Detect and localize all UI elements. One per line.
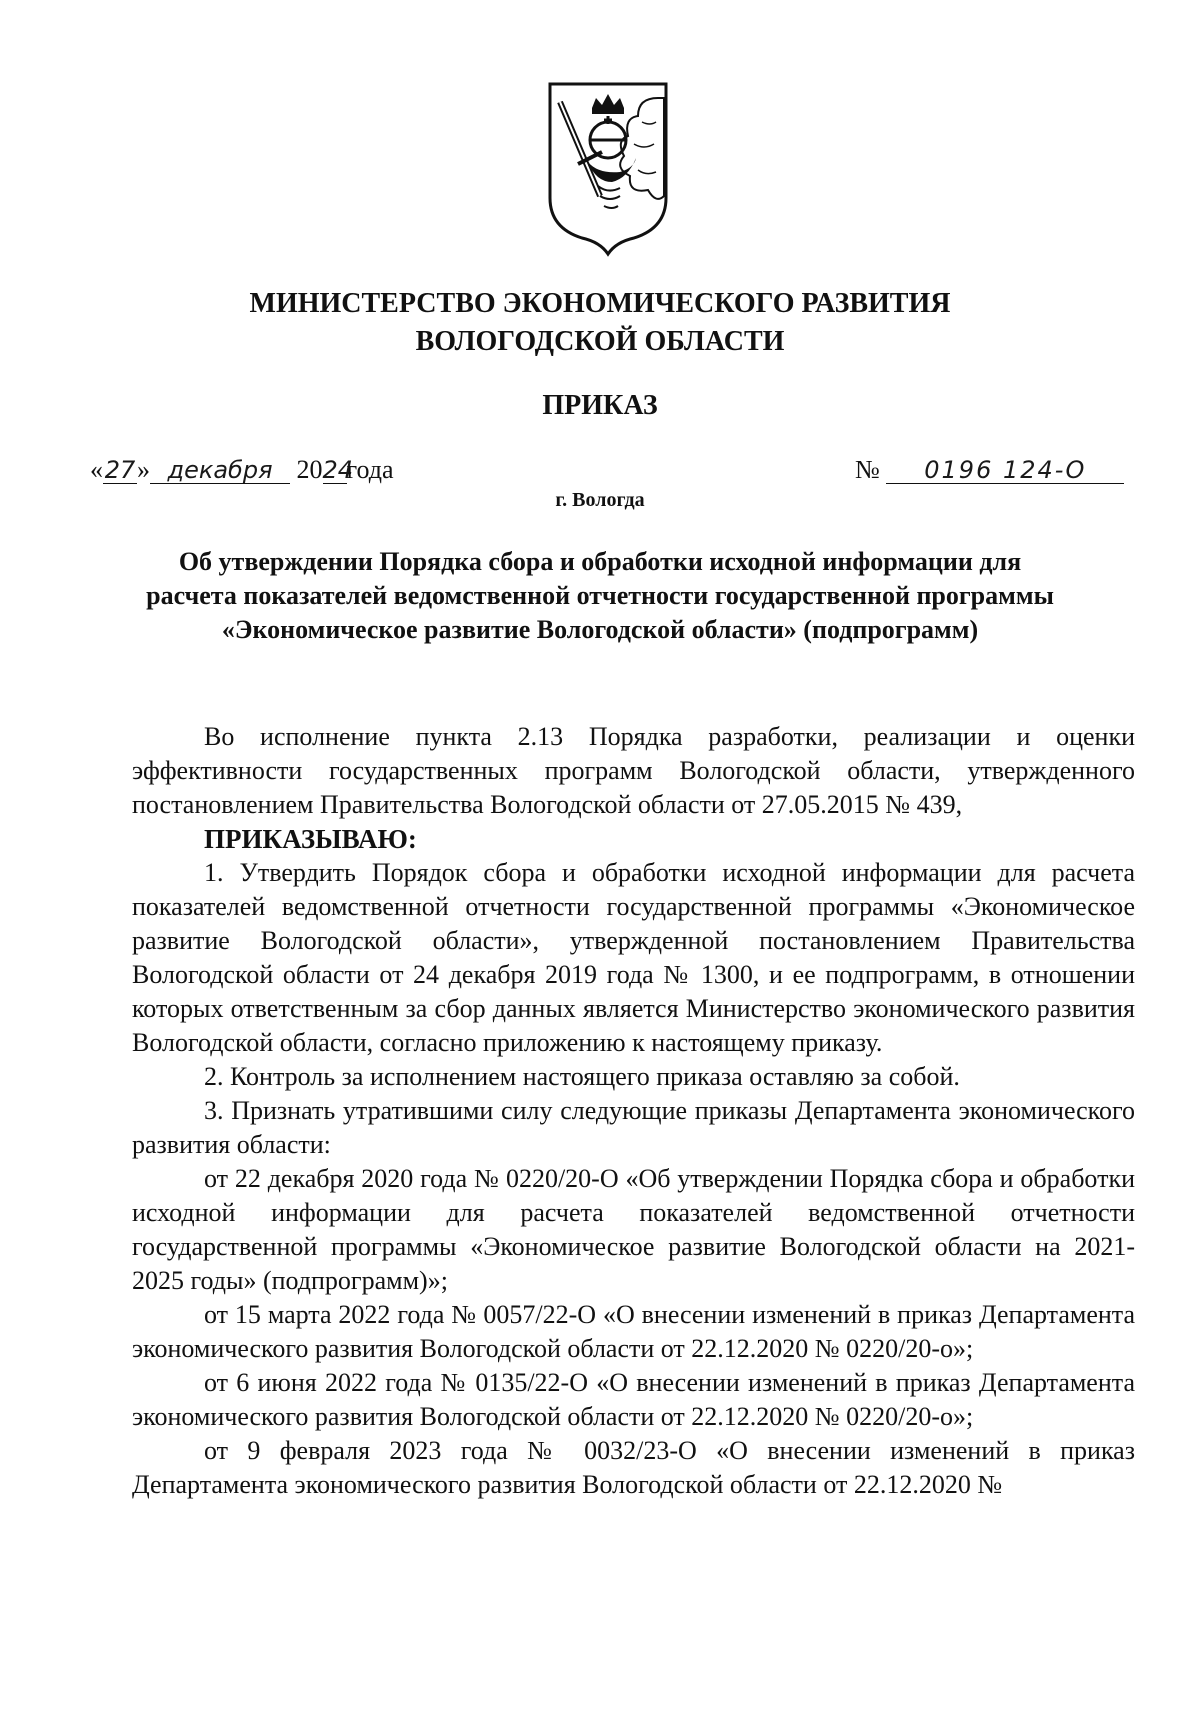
subject-line-2: расчета показателей ведомственной отчетности государственной программы — [146, 581, 1054, 610]
date-close-quote: » — [137, 455, 150, 484]
repealed-order-4: от 9 февраля 2023 года № 0032/23-О «О внесении изменений в приказ Департамента экономического развития Вологодской области от 22.12.2020 № — [132, 1436, 1135, 1499]
repealed-order-2: от 15 марта 2022 года № 0057/22-О «О внесении изменений в приказ Департамента экономического развития Вологодской области от 22.12.2020 № 0220/20-о»; — [132, 1300, 1135, 1363]
item-3-paragraph: 3. Признать утратившими силу следующие приказы Департамента экономического развития области: — [132, 1096, 1135, 1159]
item-2-paragraph: 2. Контроль за исполнением настоящего приказа оставляю за собой. — [204, 1062, 960, 1091]
date-open-quote: « — [90, 455, 103, 484]
coat-of-arms-emblem — [538, 78, 678, 258]
ministry-name — [0, 285, 1200, 361]
date-month: декабря — [150, 457, 290, 484]
order-body — [132, 720, 1135, 1502]
city-name: г. Вологда — [555, 489, 645, 511]
date-year-word: года — [346, 455, 394, 484]
subject-line-3: «Экономическое развитие Вологодской области» (подпрограмм) — [221, 615, 979, 644]
subject-line-1: Об утверждении Порядка сбора и обработки исходной информации для — [178, 547, 1022, 576]
date-year-suffix: 24 — [322, 456, 354, 484]
date-year-prefix: 20 — [296, 455, 323, 484]
item-1-paragraph: 1. Утвердить Порядок сбора и обработки исходной информации для расчета показателей ведомственной отчетности государственной программы «Экономическое развитие Вологодской области», утвержденной постановлением Правительства Вологодской области от 24 декабря 2019 года № 1300, и ее подпрограмм, в отношении которых ответственным за сбор данных является Министерство экономического развития Вологодской области, согласно приложению к настоящему приказу. — [132, 858, 1135, 1057]
repealed-order-1: от 22 декабря 2020 года № 0220/20-О «Об утверждении Порядка сбора и обработки исходной информации для расчета показателей ведомственной отчетности государственной программы «Экономическое развитие Вологодской области на 2021-2025 годы» (подпрограмм)»; — [132, 1164, 1135, 1295]
date-day: 27 — [104, 456, 136, 484]
order-number — [855, 455, 1124, 485]
number-label: № — [855, 455, 880, 484]
order-date — [90, 455, 394, 485]
document-type: ПРИКАЗ — [542, 390, 658, 421]
ministry-line-1: МИНИСТЕРСТВО ЭКОНОМИЧЕСКОГО РАЗВИТИЯ — [249, 288, 951, 319]
order-subject — [120, 545, 1080, 647]
preamble-paragraph: Во исполнение пункта 2.13 Порядка разработки, реализации и оценки эффективности государственных программ Вологодской области, утвержденного постановлением Правительства Вологодской области от 27.05.2015 № 439, — [132, 722, 1135, 819]
ministry-line-2: ВОЛОГОДСКОЙ ОБЛАСТИ — [415, 326, 785, 357]
order-keyword: ПРИКАЗЫВАЮ: — [204, 824, 417, 854]
repealed-order-3: от 6 июня 2022 года № 0135/22-О «О внесении изменений в приказ Департамента экономического развития Вологодской области от 22.12.2020 № 0220/20-о»; — [132, 1368, 1135, 1431]
number-value: 0196 124-О — [886, 457, 1124, 484]
